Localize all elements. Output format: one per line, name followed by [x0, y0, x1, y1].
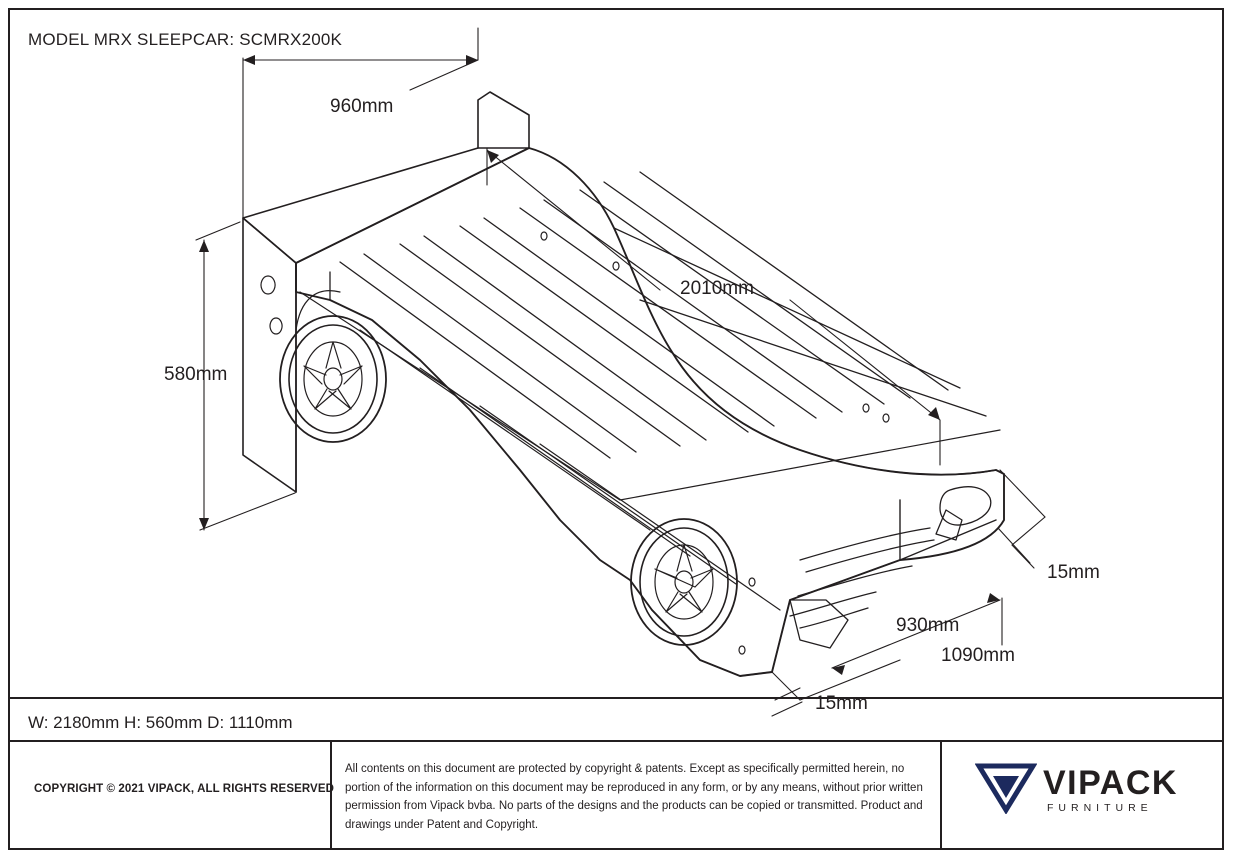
dimension-930mm: 930mm [896, 615, 960, 636]
legal-text: All contents on this document are protected by copyright & patents. Except as specifically permitted herein, no portion of the information on this document may be reproduced in any form, or by any means, without prior written permission from Vipack bvba. No parts of the designs and the products can be copied or transmitted. Product and drawings under Patent and Copyright. [345, 763, 923, 831]
model-label: MODEL MRX SLEEPCAR: SCMRX200K [28, 30, 343, 49]
dimension-1090mm: 1090mm [941, 645, 1015, 666]
dimension-15mm-upper: 15mm [1047, 562, 1100, 583]
dimension-15mm-lower: 15mm [815, 693, 868, 714]
dimension-lines [196, 28, 1045, 716]
wheel-rear [631, 519, 737, 645]
car-body-outline [296, 148, 1004, 676]
headboard [243, 92, 529, 492]
brand-subtitle: FURNITURE [1047, 802, 1153, 814]
dimension-960mm: 960mm [330, 96, 394, 117]
dimension-580mm: 580mm [164, 364, 228, 385]
rear-detail [790, 487, 991, 628]
brand-name: VIPACK [1043, 764, 1178, 802]
overall-dimensions-label: W: 2180mm H: 560mm D: 1110mm [28, 713, 293, 732]
dimension-2010mm: 2010mm [680, 278, 754, 299]
copyright-notice: COPYRIGHT © 2021 VIPACK, ALL RIGHTS RESERVED [34, 783, 335, 795]
